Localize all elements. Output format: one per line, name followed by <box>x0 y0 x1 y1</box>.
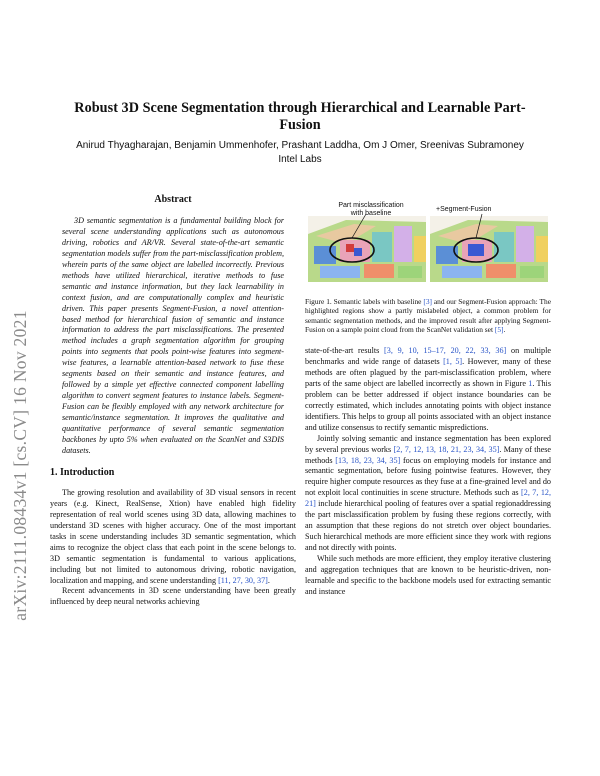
paper-title: Robust 3D Scene Segmentation through Hierarchical and Learnable Part-Fusion <box>74 100 526 133</box>
citation-link[interactable]: [1, 5] <box>443 356 463 366</box>
left-column <box>50 195 296 608</box>
citation-link[interactable]: [11, 27, 30, 37] <box>218 575 268 585</box>
abstract-text: 3D semantic segmentation is a fundamental building block for several scene understanding applications such as autonomous driving, robotics and AR/VR. Several state-of-the-art semantic segmentation models suffer from the part-misclassification problem, wherein parts of the same object are labelled incorrectly. Previous methods have utilized hierarchical, iterative methods to fuse semantic and instance information, but they lack learnability in context fusion, and are computationally complex and heuristic driven. This paper presents Segment-Fusion, a novel attention-based method for hierarchical fusion of semantic and instance information to address the part misclassifications. The presented method includes a graph segmentation algorithm for grouping points into segments that pools point-wise features into segment-wise features, a learnable attention-based network to fuse these segments based on their semantic and instance features, and followed by a simple yet effective connected component labelling algorithm to convert segment features to instance labels. Segment-Fusion can be flexibly employed with any network architecture for semantic/instance segmentation. It improves the qualitative and quantitative performance of several semantic segmentation backbones by upto 5% when evaluated on the ScanNet and S3DIS datasets. <box>62 215 284 455</box>
arxiv-identifier <box>0 300 40 630</box>
author-list: Anirud Thyagharajan, Benjamin Ummenhofer, Prashant Laddha, Om J Omer, Sreenivas Subramoney <box>76 140 524 151</box>
baseline-point-cloud <box>308 216 426 282</box>
figure-label-segment-fusion: +Segment-Fusion <box>436 206 492 213</box>
abstract-heading: Abstract <box>154 194 192 205</box>
citation-link[interactable]: [5] <box>494 325 504 335</box>
figure-1 <box>306 196 551 284</box>
intro-paragraph-2: Recent advancements in 3D scene understanding have been greatly influenced by deep neural networks achieving <box>50 586 296 607</box>
affiliation: Intel Labs <box>278 154 322 165</box>
author-block <box>60 139 540 167</box>
figure-link[interactable]: 1 <box>528 378 533 388</box>
citation-link[interactable]: [2, 7, 12, 13, 18, 21, 23, 34, 35] <box>393 444 500 454</box>
arxiv-identifier-text: arXiv:2111.08434v1 [cs.CV] 16 Nov 2021 <box>9 309 30 621</box>
citation-link[interactable]: [3, 9, 10, 15–17, 20, 22, 33, 36] <box>384 346 507 355</box>
right-paragraph-3: While such methods are more efficient, they employ iterative clustering and aggregation techniques that are known to be heuristic-driven, non-learnable and specific to the backbone models used for extracting semantic and instance <box>305 554 551 596</box>
right-paragraph-1: state-of-the-art results [3, 9, 10, 15–17, 20, 22, 33, 36] on multiple benchmarks and wide range of datasets [1, 5]. However, many of these methods are often plagued by the part-misclassification problem, where parts of the same object are labelled incorrectly as shown in Figure 1. This problem can be better addressed if object instance boundaries can be correctly estimated, which includes annotating points with object instance identifiers. This helps to group all points associated with an object instance and utilize consensus to rectify semantic mispredictions. <box>305 346 551 432</box>
right-column <box>305 346 551 598</box>
citation-link[interactable]: [2, 7, 12, 21] <box>305 488 551 509</box>
figure-label-baseline: Part misclassification with baseline <box>338 202 404 217</box>
citation-link[interactable]: [3] <box>423 297 432 306</box>
right-paragraph-2: Jointly solving semantic and instance segmentation has been explored by several previous works [2, 7, 12, 13, 18, 21, 23, 34, 35]. Many of these methods [13, 18, 23, 34, 35] focus on employing models for instance and semantic segmentation, before fusing pointwise features. However, they require higher compute resources as they fuse at a fine-grained level and do not exploit local continuities in scene structure. Methods such as [2, 7, 12, 21] include hierarchical pooling of features over a spatial regionaddressing the part misclassification problem by fusing these regions correctly, with an assumption that these regions do not stretch over object boundaries. Such hierarchical methods are more efficient since they work with regions and not directly with points. <box>305 433 552 553</box>
intro-heading: 1. Introduction <box>50 466 115 478</box>
segment-fusion-point-cloud <box>430 216 548 282</box>
figure-1-caption: Figure 1. Semantic labels with baseline [3] and our Segment-Fusion approach: The highlighted regions show a partly mislabeled object, a common problem for semantic segmentation methods, and the improved result after applying Segment-Fusion on a sample point cloud from the ScanNet validation set [5]. <box>305 297 551 335</box>
citation-link[interactable]: [13, 18, 23, 34, 35] <box>335 455 401 465</box>
intro-paragraph-1: The growing resolution and availability of 3D visual sensors in recent years (e.g. Kinect, RealSense, Xtion) have enabled high fidelity representation of real world scenes using 3D data, allowing machines to understand 3D scenes with higher accuracy. One of the most important tasks in scene understanding includes 3D semantic segmentation, which aims to recognize the object class that each point in the scene belongs to. 3D semantic segmentation is fundamental to various applications, including but not limited to autonomous driving, robotic navigation, localization and mapping, and scene understanding [11, 27, 30, 37]. <box>50 487 296 585</box>
